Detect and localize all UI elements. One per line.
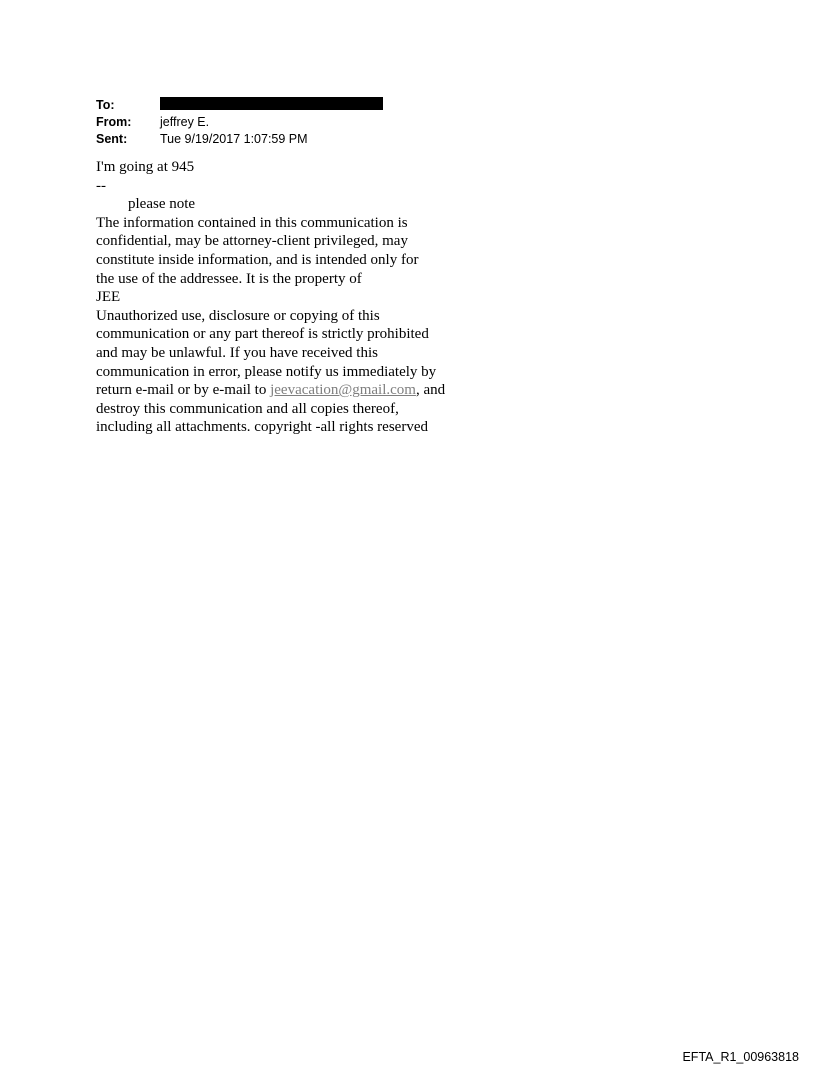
note-heading: please note <box>128 196 196 213</box>
email-header <box>96 96 383 147</box>
disclaimer-line: including all attachments. copyright -all rights reserved <box>96 419 428 436</box>
disclaimer-line-with-link <box>96 381 496 400</box>
signature-separator: -- <box>96 177 106 194</box>
sent-row <box>96 130 383 147</box>
disclaimer-line: The information contained in this communication is <box>96 214 408 231</box>
disclaimer-line: the use of the addressee. It is the property of <box>96 270 362 287</box>
disclaimer-line: destroy this communication and all copies thereof, <box>96 400 399 417</box>
sent-label: Sent: <box>96 131 128 146</box>
disclaimer-line: communication in error, please notify us immediately by <box>96 363 437 380</box>
email-link[interactable]: jeevacation@gmail.com <box>270 382 416 399</box>
disclaimer-line: communication or any part thereof is strictly prohibited <box>96 326 429 343</box>
disclaimer-line: and may be unlawful. If you have received this <box>96 344 378 361</box>
to-label: To: <box>96 97 115 112</box>
disclaimer-text: , and <box>415 382 446 399</box>
sent-value: Tue 9/19/2017 1:07:59 PM <box>160 131 308 146</box>
from-label: From: <box>96 114 132 129</box>
disclaimer-line: confidential, may be attorney-client privileged, may <box>96 233 408 250</box>
from-row <box>96 113 383 130</box>
from-value: jeffrey E. <box>160 114 210 129</box>
message-text: I'm going at 945 <box>96 159 195 175</box>
disclaimer-line: JEE <box>96 289 121 306</box>
disclaimer-text: return e-mail or by e-mail to <box>96 382 271 399</box>
document-id: EFTA_R1_00963818 <box>682 1050 799 1064</box>
disclaimer-line: constitute inside information, and is intended only for <box>96 251 419 268</box>
to-row <box>96 96 383 113</box>
redacted-recipient <box>160 97 383 110</box>
disclaimer-line: Unauthorized use, disclosure or copying of this <box>96 307 380 324</box>
email-body <box>96 158 496 437</box>
